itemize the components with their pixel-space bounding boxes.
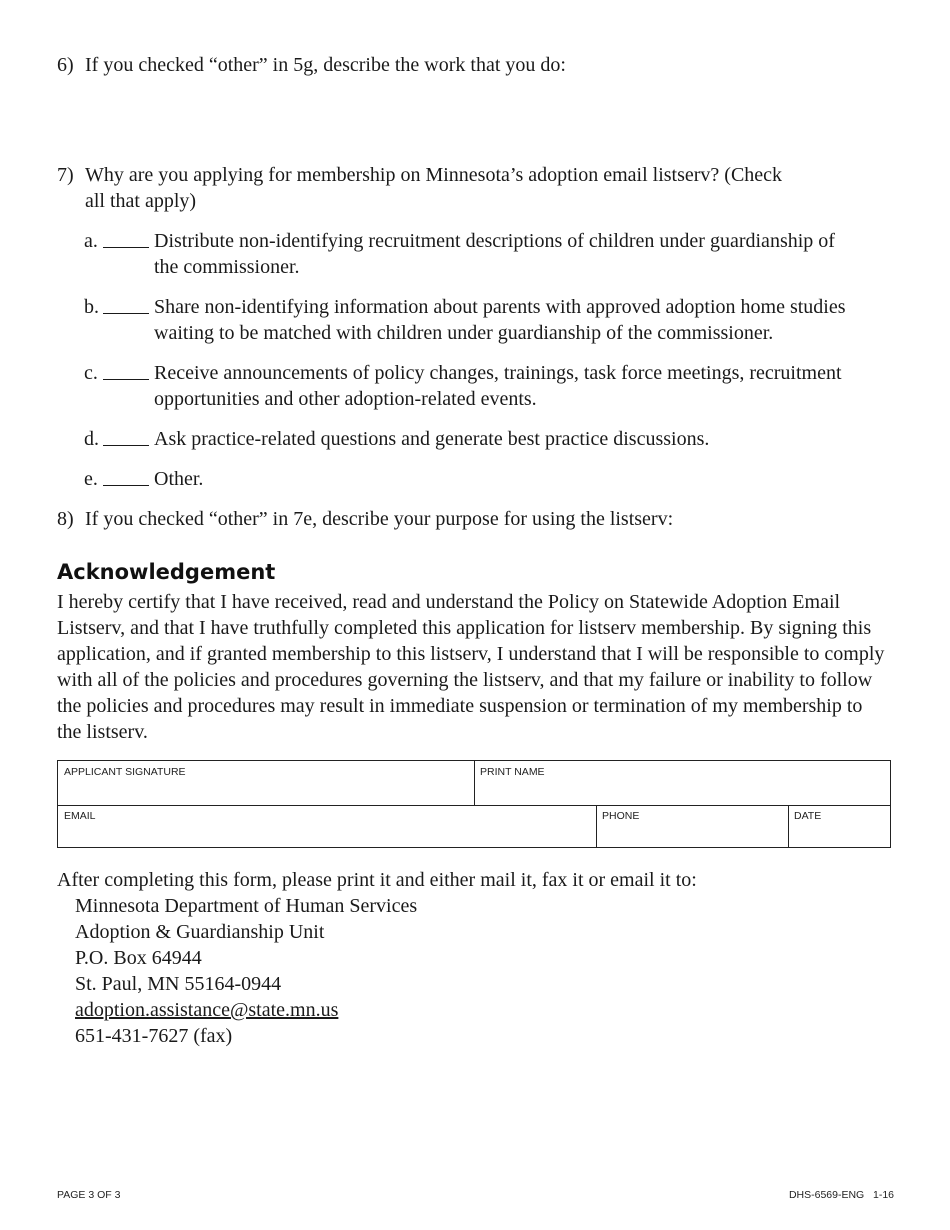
- field-label: PRINT NAME: [480, 766, 545, 778]
- option-text: Distribute non-identifying recruitment descriptions of children under guardianship of the commissioner.: [154, 230, 835, 278]
- check-blank[interactable]: [103, 445, 149, 446]
- field-label: APPLICANT SIGNATURE: [64, 766, 186, 778]
- option-text: Other.: [154, 468, 204, 490]
- address-box: P.O. Box 64944: [75, 947, 202, 969]
- question-8: [57, 506, 674, 532]
- divider: [596, 805, 597, 847]
- check-blank[interactable]: [103, 379, 149, 380]
- divider: [474, 761, 475, 805]
- option-letter: d.: [84, 428, 99, 450]
- field-label: PHONE: [602, 810, 640, 822]
- field-label: EMAIL: [64, 810, 96, 822]
- page-number: PAGE 3 OF 3: [57, 1189, 121, 1201]
- form-id: DHS-6569-ENG 1-16: [788, 1189, 894, 1201]
- phone-field[interactable]: [596, 805, 788, 847]
- fax-number: 651-431-7627 (fax): [75, 1025, 233, 1047]
- question-text: If you checked “other” in 7e, describe your purpose for using the listserv:: [85, 508, 674, 530]
- option-letter: c.: [84, 362, 98, 384]
- address-org: Minnesota Department of Human Services: [75, 895, 418, 917]
- email-field[interactable]: [58, 805, 596, 847]
- check-blank[interactable]: [103, 485, 149, 486]
- question-7: [57, 162, 783, 212]
- option-letter: b.: [84, 296, 99, 318]
- question-number: 7): [57, 164, 74, 186]
- mailing-instructions: After completing this form, please print it and either mail it, fax it or email it to:: [57, 869, 697, 891]
- check-blank[interactable]: [103, 313, 149, 314]
- question-6: [57, 52, 566, 78]
- address-unit: Adoption & Guardianship Unit: [75, 921, 325, 943]
- applicant-signature-field[interactable]: [58, 761, 474, 805]
- option-letter: e.: [84, 468, 98, 490]
- date-field[interactable]: [788, 805, 890, 847]
- divider: [788, 805, 789, 847]
- option-letter: a.: [84, 230, 98, 252]
- question-text: Why are you applying for membership on Minnesota’s adoption email listserv? (Check all that apply): [85, 164, 783, 212]
- question-number: 6): [57, 54, 74, 76]
- email-link[interactable]: adoption.assistance@state.mn.us: [75, 999, 339, 1021]
- acknowledgement-heading: Acknowledgement: [57, 560, 276, 584]
- signature-table: [57, 760, 891, 848]
- field-label: DATE: [794, 810, 822, 822]
- acknowledgement-text: I hereby certify that I have received, read and understand the Policy on Statewide Adoption Email Listserv, and that I have truthfully completed this application for listserv membership. By signing this application, and if granted membership to this listserv, I understand that I will be responsible to comply with all of the policies and procedures governing the listserv, and that my failure or inability to follow the policies and procedures may result in immediate suspension or termination of my membership to the listserv.: [57, 591, 885, 743]
- option-text: Ask practice-related questions and generate best practice discussions.: [154, 428, 710, 450]
- question-text: If you checked “other” in 5g, describe the work that you do:: [85, 54, 566, 76]
- option-text: Receive announcements of policy changes, trainings, task force meetings, recruitment opportunities and other adoption-related events.: [154, 362, 842, 410]
- question-number: 8): [57, 508, 74, 530]
- print-name-field[interactable]: [474, 761, 890, 805]
- option-text: Share non-identifying information about parents with approved adoption home studies waiting to be matched with children under guardianship of the commissioner.: [154, 296, 846, 344]
- check-blank[interactable]: [103, 247, 149, 248]
- address-city: St. Paul, MN 55164-0944: [75, 973, 282, 995]
